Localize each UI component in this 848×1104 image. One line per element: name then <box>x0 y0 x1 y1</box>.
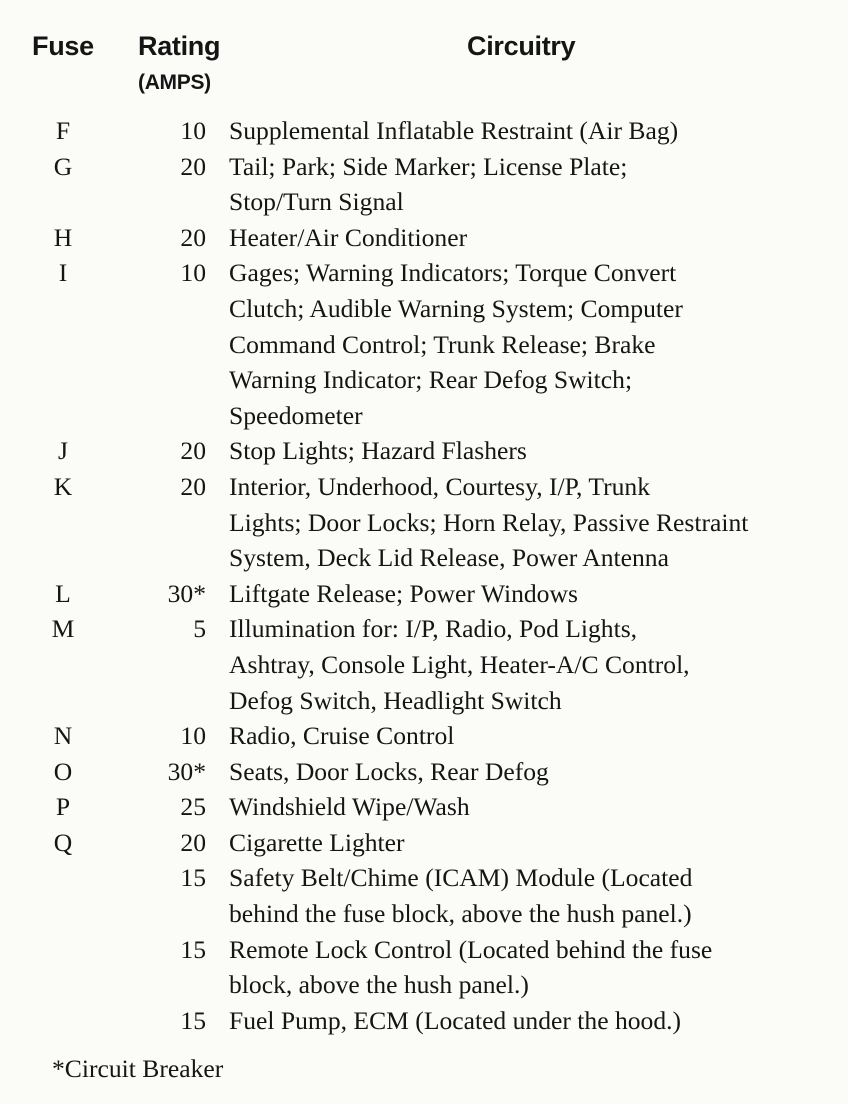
circuitry-description <box>206 220 848 256</box>
fuse-rating: 10 <box>180 721 206 751</box>
fuse-letter: N <box>53 721 73 751</box>
fuse-letter: P <box>55 792 71 822</box>
circuitry-description <box>206 149 848 220</box>
circuitry-description <box>206 469 848 576</box>
circuitry-line: Ashtray, Console Light, Heater-A/C Control, <box>229 649 690 679</box>
circuitry-description <box>206 1003 848 1039</box>
fuse-letter: J <box>58 436 68 466</box>
circuitry-line: Interior, Underhood, Courtesy, I/P, Trunk <box>229 471 651 501</box>
circuitry-description <box>206 255 848 433</box>
circuitry-line: Cigarette Lighter <box>229 827 405 857</box>
circuitry-line: Stop Lights; Hazard Flashers <box>229 436 527 466</box>
circuitry-description <box>206 576 848 612</box>
fuse-rating: 30* <box>167 578 206 608</box>
table-row <box>0 113 848 149</box>
circuitry-line: Gages; Warning Indicators; Torque Convert <box>229 258 677 288</box>
circuitry-description <box>206 718 848 754</box>
circuitry-line: Speedometer <box>229 400 363 430</box>
table-row <box>0 469 848 576</box>
table-row <box>0 718 848 754</box>
circuitry-line: Remote Lock Control (Located behind the fuse <box>229 934 713 964</box>
circuitry-line: Defog Switch, Headlight Switch <box>229 685 562 715</box>
fuse-letter <box>0 1003 124 1039</box>
fuse-rating: 15 <box>180 934 206 964</box>
fuse-table-body <box>0 113 848 1038</box>
table-row <box>0 220 848 256</box>
circuitry-description <box>206 754 848 790</box>
fuse-rating: 20 <box>180 151 206 181</box>
fuse-rating: 20 <box>180 827 206 857</box>
fuse-rating: 15 <box>180 863 206 893</box>
circuitry-line: Supplemental Inflatable Restraint (Air Bag) <box>229 116 679 145</box>
circuitry-line: Clutch; Audible Warning System; Computer <box>229 293 683 323</box>
table-row <box>0 754 848 790</box>
circuitry-line: block, above the hush panel.) <box>229 970 529 1000</box>
fuse-letter <box>0 860 124 931</box>
circuitry-description <box>206 825 848 861</box>
footnote-circuit-breaker: *Circuit Breaker <box>52 1054 224 1083</box>
table-row <box>0 1003 848 1039</box>
fuse-letter: G <box>53 151 73 181</box>
table-row <box>0 149 848 220</box>
table-row <box>0 433 848 469</box>
fuse-rating: 25 <box>180 792 206 822</box>
circuitry-line: Radio, Cruise Control <box>229 721 455 751</box>
fuse-letter: F <box>55 116 71 145</box>
circuitry-line: Tail; Park; Side Marker; License Plate; <box>229 151 628 181</box>
table-row <box>0 825 848 861</box>
fuse-rating: 20 <box>180 436 206 466</box>
header-amps: (AMPS) <box>138 71 211 94</box>
circuitry-line: Windshield Wipe/Wash <box>229 792 470 822</box>
circuitry-line: Fuel Pump, ECM (Located under the hood.) <box>229 1005 682 1035</box>
fuse-rating: 20 <box>180 222 206 252</box>
circuitry-line: Seats, Door Locks, Rear Defog <box>229 756 549 786</box>
header-circuitry: Circuitry <box>467 31 576 61</box>
fuse-letter: L <box>55 578 71 608</box>
circuitry-line: Safety Belt/Chime (ICAM) Module (Located <box>229 863 693 893</box>
circuitry-description <box>206 860 848 931</box>
fuse-letter: M <box>51 614 75 644</box>
circuitry-description <box>206 611 848 718</box>
circuitry-line: Liftgate Release; Power Windows <box>229 578 578 608</box>
circuitry-description <box>206 433 848 469</box>
fuse-letter: K <box>53 471 73 501</box>
circuitry-line: System, Deck Lid Release, Power Antenna <box>229 543 669 573</box>
table-row <box>0 255 848 433</box>
circuitry-description <box>206 113 848 149</box>
circuitry-description <box>206 932 848 1003</box>
circuitry-line: Command Control; Trunk Release; Brake <box>229 329 656 359</box>
circuitry-line: Warning Indicator; Rear Defog Switch; <box>229 365 633 395</box>
circuitry-line: Lights; Door Locks; Horn Relay, Passive Restraint <box>229 507 749 537</box>
table-row <box>0 789 848 825</box>
table-row <box>0 860 848 931</box>
fuse-rating: 10 <box>180 258 206 288</box>
header-rating: Rating <box>138 31 221 61</box>
fuse-rating: 5 <box>193 614 206 644</box>
header-fuse: Fuse <box>32 31 94 61</box>
fuse-rating: 10 <box>180 116 206 145</box>
fuse-letter: Q <box>53 827 73 857</box>
fuse-letter: O <box>53 756 73 786</box>
fuse-letter: H <box>53 222 73 252</box>
table-row <box>0 576 848 612</box>
circuitry-description <box>206 789 848 825</box>
fuse-letter <box>0 932 124 1003</box>
circuitry-line: Heater/Air Conditioner <box>229 222 468 252</box>
fuse-rating: 15 <box>180 1005 206 1035</box>
circuitry-line: Stop/Turn Signal <box>229 187 404 217</box>
circuitry-line: Illumination for: I/P, Radio, Pod Lights, <box>229 614 638 644</box>
fuse-rating: 20 <box>180 471 206 501</box>
fuse-letter: I <box>58 258 68 288</box>
table-row <box>0 932 848 1003</box>
table-row <box>0 611 848 718</box>
circuitry-line: behind the fuse block, above the hush panel.) <box>229 899 692 929</box>
fuse-rating: 30* <box>167 756 206 786</box>
